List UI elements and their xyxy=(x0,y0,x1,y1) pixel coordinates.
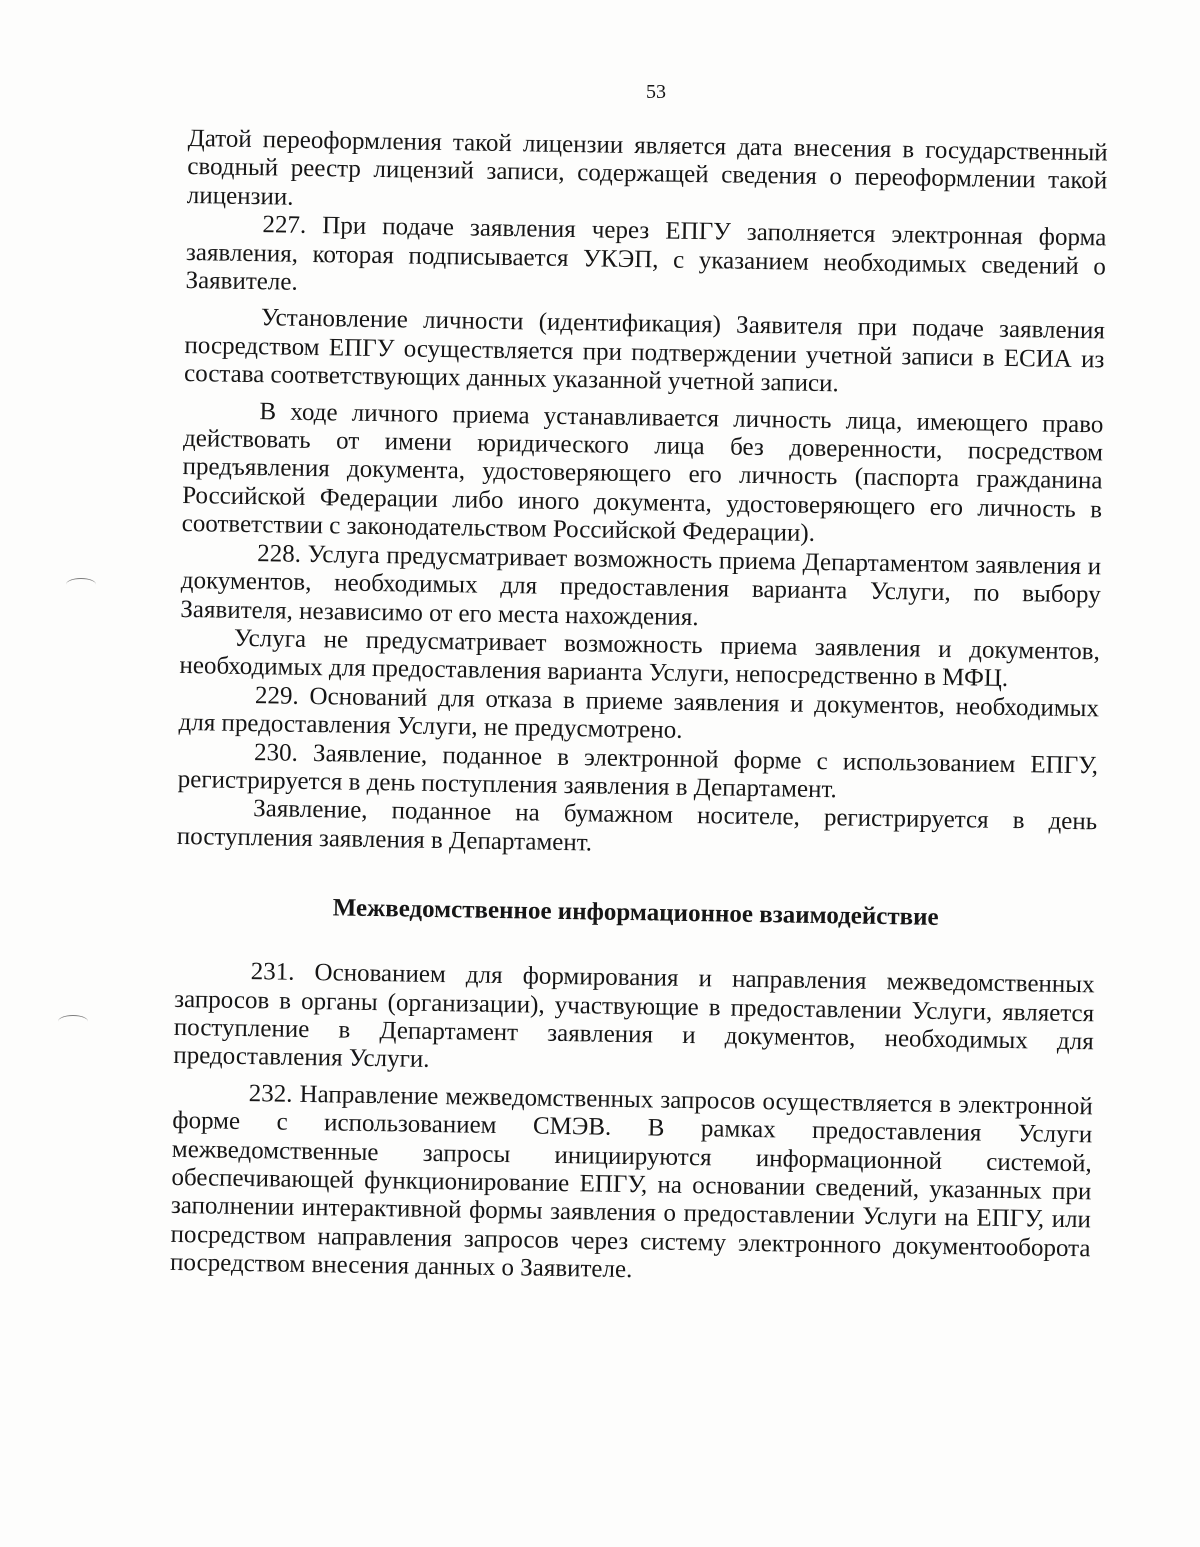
paragraph-229: 229. Оснований для отказа в приеме заявления и документов, необходимых для предоставления Услуги, не предусмотрено. xyxy=(178,681,1100,744)
paragraph-231: 231. Основанием для формирования и направления межведомственных запросов в органы (организации), участвующие в предоставлении Услуги, является поступление в Департамент заявления и документов, необходимых для предоставления Услуги. xyxy=(173,958,1095,1074)
scan-mark xyxy=(66,578,96,591)
paragraph-identification: Установление личности (идентификация) Заявителя при подаче заявления посредством ЕПГУ осуществляется при подтверждении учетной записи в ЕСИА из состава соответствующих данных указанной учетной записи. xyxy=(183,304,1106,398)
scan-mark xyxy=(58,1015,88,1028)
paragraph-228: 228. Услуга предусматривает возможность приема Департаментом заявления и документов, необходимых для предоставления варианта Услуги, по выбору Заявителя, независимо от его места нахождения. xyxy=(180,539,1102,631)
paragraph-227: 227. При подаче заявления через ЕПГУ заполняется электронная форма заявления, которая подписывается УКЭП, с указанием необходимых сведений о Заявителе. xyxy=(185,211,1107,296)
paragraph-230: 230. Заявление, поданное в электронной форме с использованием ЕПГУ, регистрируется в день поступления заявления в Департамент. xyxy=(177,738,1099,804)
page-number: 53 xyxy=(646,81,666,103)
paragraph-personal-reception: В ходе личного приема устанавливается личность лица, имеющего право действовать от имени юридического лица без доверенности, посредством предъявления документа, удостоверяющего его личность (паспорта гражданина Российской Федерации либо иного документа, удостоверяющего его личность в соответствии с законодательством Российской Федерации). xyxy=(181,397,1104,548)
paragraph-232: 232. Направление межведомственных запросов осуществляется в электронной форме с использованием СМЭВ. В рамках предоставления Услуги межведомственные запросы инициируются информационной системой, обеспечивающей функционирование ЕПГУ, на основании сведений, указанных при заполнении интерактивной формы заявления о предоставлении Услуги на ЕПГУ, или посредством направления запросов через систему электронного документооборота посредством внесения данных о Заявителе. xyxy=(169,1079,1093,1284)
document-body xyxy=(170,125,1108,1292)
paragraph-paper-registration: Заявление, поданное на бумажном носителе, регистрируется в день поступления заявления в Департамент. xyxy=(176,795,1098,857)
paragraph-license-reissue-date: Датой переоформления такой лицензии является дата внесения в государственный сводный реестр лицензий записи, содержащей сведения о переоформлении такой лицензии. xyxy=(186,125,1108,211)
section-heading: Межведомственное информационное взаимодействие xyxy=(332,894,939,932)
paragraph-mfc: Услуга не предусматривает возможность приема заявления и документов, необходимых для предоставления варианта Услуги, непосредственно в МФЦ. xyxy=(179,624,1101,693)
